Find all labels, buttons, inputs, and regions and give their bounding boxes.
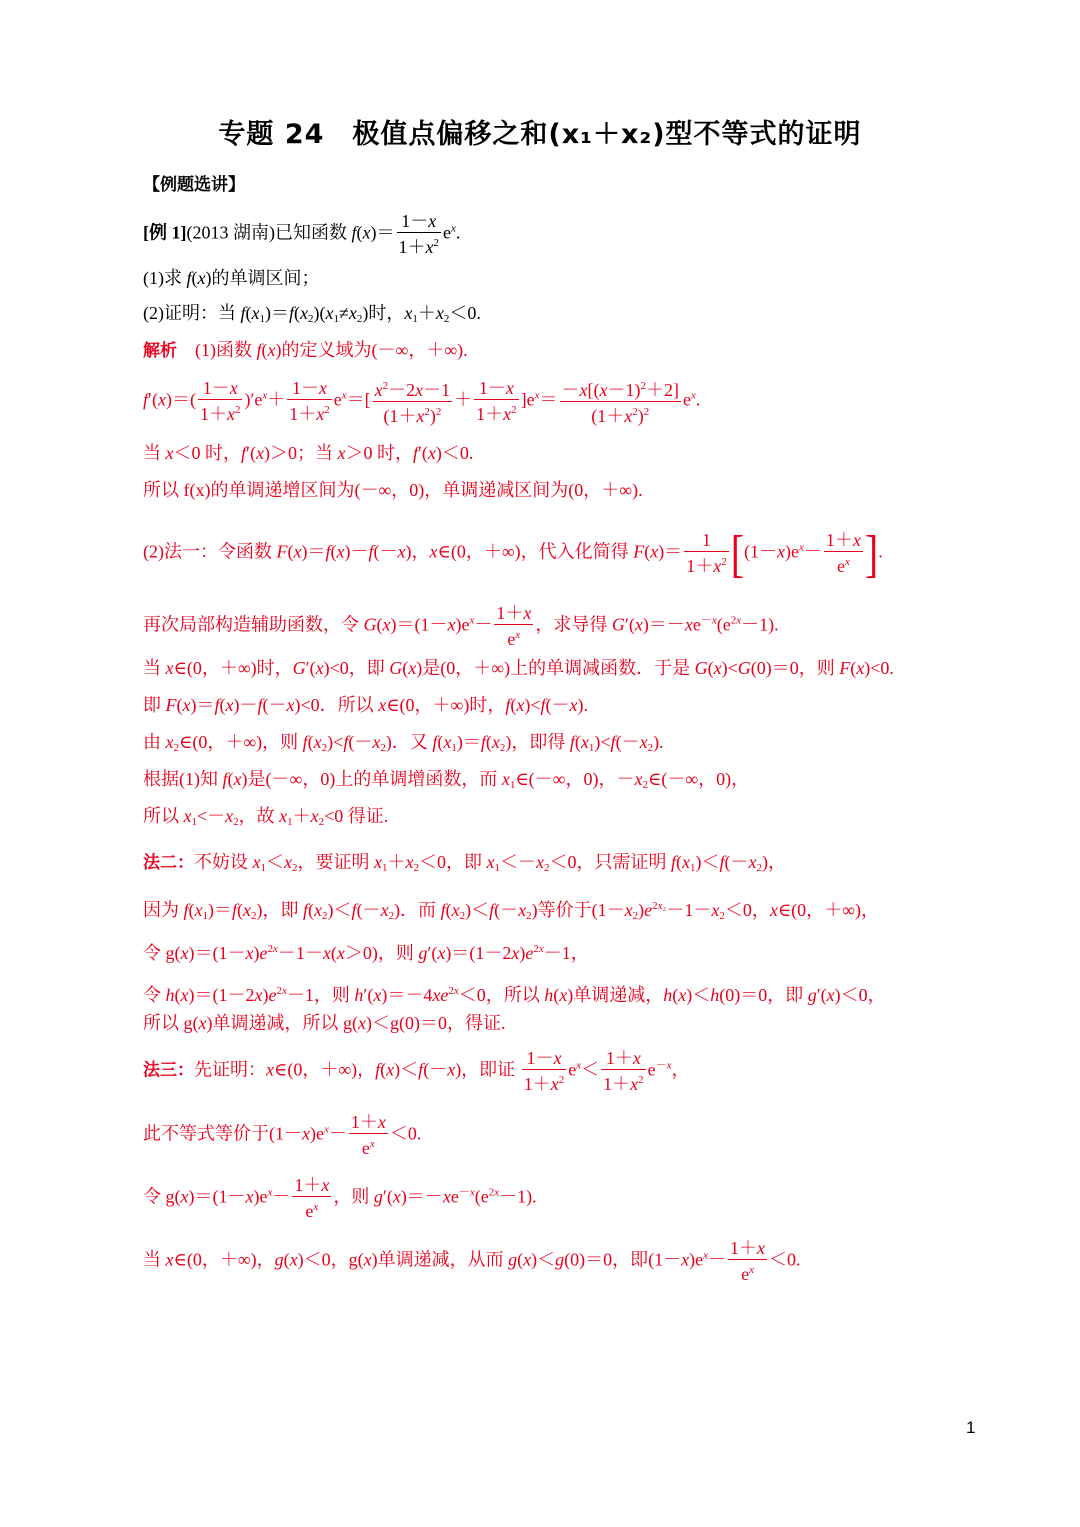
method2-line-4: 令 $h(x)=(1-2x)e^{2x}-1$，则 $h'(x)=-4xe^{2x}<0$，所以 h(x)单调递减，h(x)＜h(0)＝0，即 g′(x)＜0， (143, 985, 886, 1005)
method2-line-1: 法二：不妨设 $x_1<x_2$，要证明 $x_1+x_2<0$，即 $x_1<-x_2<0$，只需证明 $f(x_1)<f(-x_2)$， (143, 852, 787, 874)
method1-line-5: 由 $x_2\in(0$，＋∞)，则 $f(x_2)<f(-x_2)$．又 $f(x_1)=f(x_2)$，即得 $f(x_1)<f(-x_2)$. (143, 732, 664, 754)
solution-monotonic: 所以 f(x)的单调递增区间为(－∞，0)，单调递减区间为(0，＋∞). (143, 480, 643, 500)
problem-label: [例 1] (143, 222, 187, 243)
solution-sign: 当 x＜0 时，f′(x)＞0；当 x＞0 时，f′(x)＜0. (143, 443, 474, 463)
problem-statement: [例 1](2013 湖南)已知函数 f(x)＝ $\frac{1-x}{1+x^2}$ $e^x$. (143, 211, 461, 257)
method2-line-3: 令 $g(x)=(1-x)e^{2x}-1-x(x>0)$，则 $g'(x)=(1-2x)e^{2x}-1$， (143, 943, 589, 963)
solution-derivative: f′(x)＝( $\frac{1-x}{1+x^2}$ )$'e^x+$ $\frac{1-x}{1+x^2}$ $e^x=$[ $\frac{x^2-2x-1}{(1+x^2)^2}$ ＋ $\frac{1-x}{1+x^2}$ ]$e^x=$ $\frac{-x[(x-1)^2+2]}{(1+x^2)^2}$ $e^x$. (143, 378, 701, 426)
method1-line-6: 根据(1)知 f(x)是(－∞，0)上的单调增函数，而 $x_1\in(-\infty$，0)，$-x_2\in(-\infty$，0)， (143, 769, 750, 791)
method2-line-5: 所以 g(x)单调递减，所以 g(x)＜g(0)＝0，得证. (143, 1013, 506, 1033)
page-number: 1 (966, 1418, 976, 1437)
problem-part-2: (2)证明：当 $f(x_1)=f(x_2)(x_1\ne x_2)$时，$x_1+x_2<0$. (143, 303, 481, 325)
method1-line-3: 当 x∈(0，＋∞)时，G′(x)<0，即 G(x)是(0，＋∞)上的单调减函数．于是 G(x)<G(0)＝0，则 F(x)<0. (143, 658, 894, 678)
section-heading: 【例题选讲】 (143, 175, 245, 195)
problem-source: (2013 湖南) (186, 222, 275, 243)
method1-line-7: 所以 $x_1<-x_2$，故 $x_1+x_2<0$ 得证. (143, 806, 389, 828)
problem-part-1: (1)求 f(x)的单调区间； (143, 268, 320, 288)
method3-line-4: 当 x∈(0，＋∞)，g(x)＜0，g(x)单调递减，从而 g(x)＜g(0)＝0，即$(1-x)e^x-$ $\frac{1+x}{e^x}$ ＜0. (143, 1238, 801, 1284)
method3-line-1: 法三：先证明：x∈(0，＋∞)，f(x)＜f(－x)，即证 $\frac{1-x}{1+x^2}$ $e^x<$ $\frac{1+x}{1+x^2}$ $e^{-x}$， (143, 1048, 690, 1094)
solution-label: 解析 (143, 341, 177, 361)
solution-domain: 解析 (1)函数 f(x)的定义域为(－∞，＋∞). (143, 340, 468, 361)
method3-line-3: 令 $g(x)=(1-x)e^x-$ $\frac{1+x}{e^x}$ ，则 $g'(x)=-xe^{-x}(e^{2x}-1)$. (143, 1175, 537, 1221)
method1-line-2: 再次局部构造辅助函数，令 $G(x)=(1-x)e^x-$ $\frac{1+x}{e^x}$ ，求导得 $G'(x)=-xe^{-x}(e^{2x}-1)$. (143, 603, 779, 649)
method1-line-4: 即 F(x)＝f(x)－f(－x)<0．所以 x∈(0，＋∞)时，f(x)<f(－x). (143, 695, 589, 715)
document-title: 专题 24 极值点偏移之和(x₁＋x₂)型不等式的证明 (218, 119, 862, 150)
method3-line-2: 此不等式等价于$(1-x)e^x-$ $\frac{1+x}{e^x}$ ＜0. (143, 1112, 422, 1158)
method2-line-2: 因为 $f(x_1)=f(x_2)$，即 $f(x_2)<f(-x_2)$．而 $f(x_2)<f(-x_2)$等价于$(1-x_2)e^{2x_2}-1-x_2<0$，x∈(0，＋∞)， (143, 900, 879, 922)
method1-line-1: (2)法一：令函数 F(x)＝f(x)－f(－x)，x∈(0，＋∞)，代入化简得 F(x)＝ $\frac{1}{1+x^2}$ [$(1-x)e^x-$ $\frac{1+x}{e^x}$ ]. (143, 523, 883, 583)
